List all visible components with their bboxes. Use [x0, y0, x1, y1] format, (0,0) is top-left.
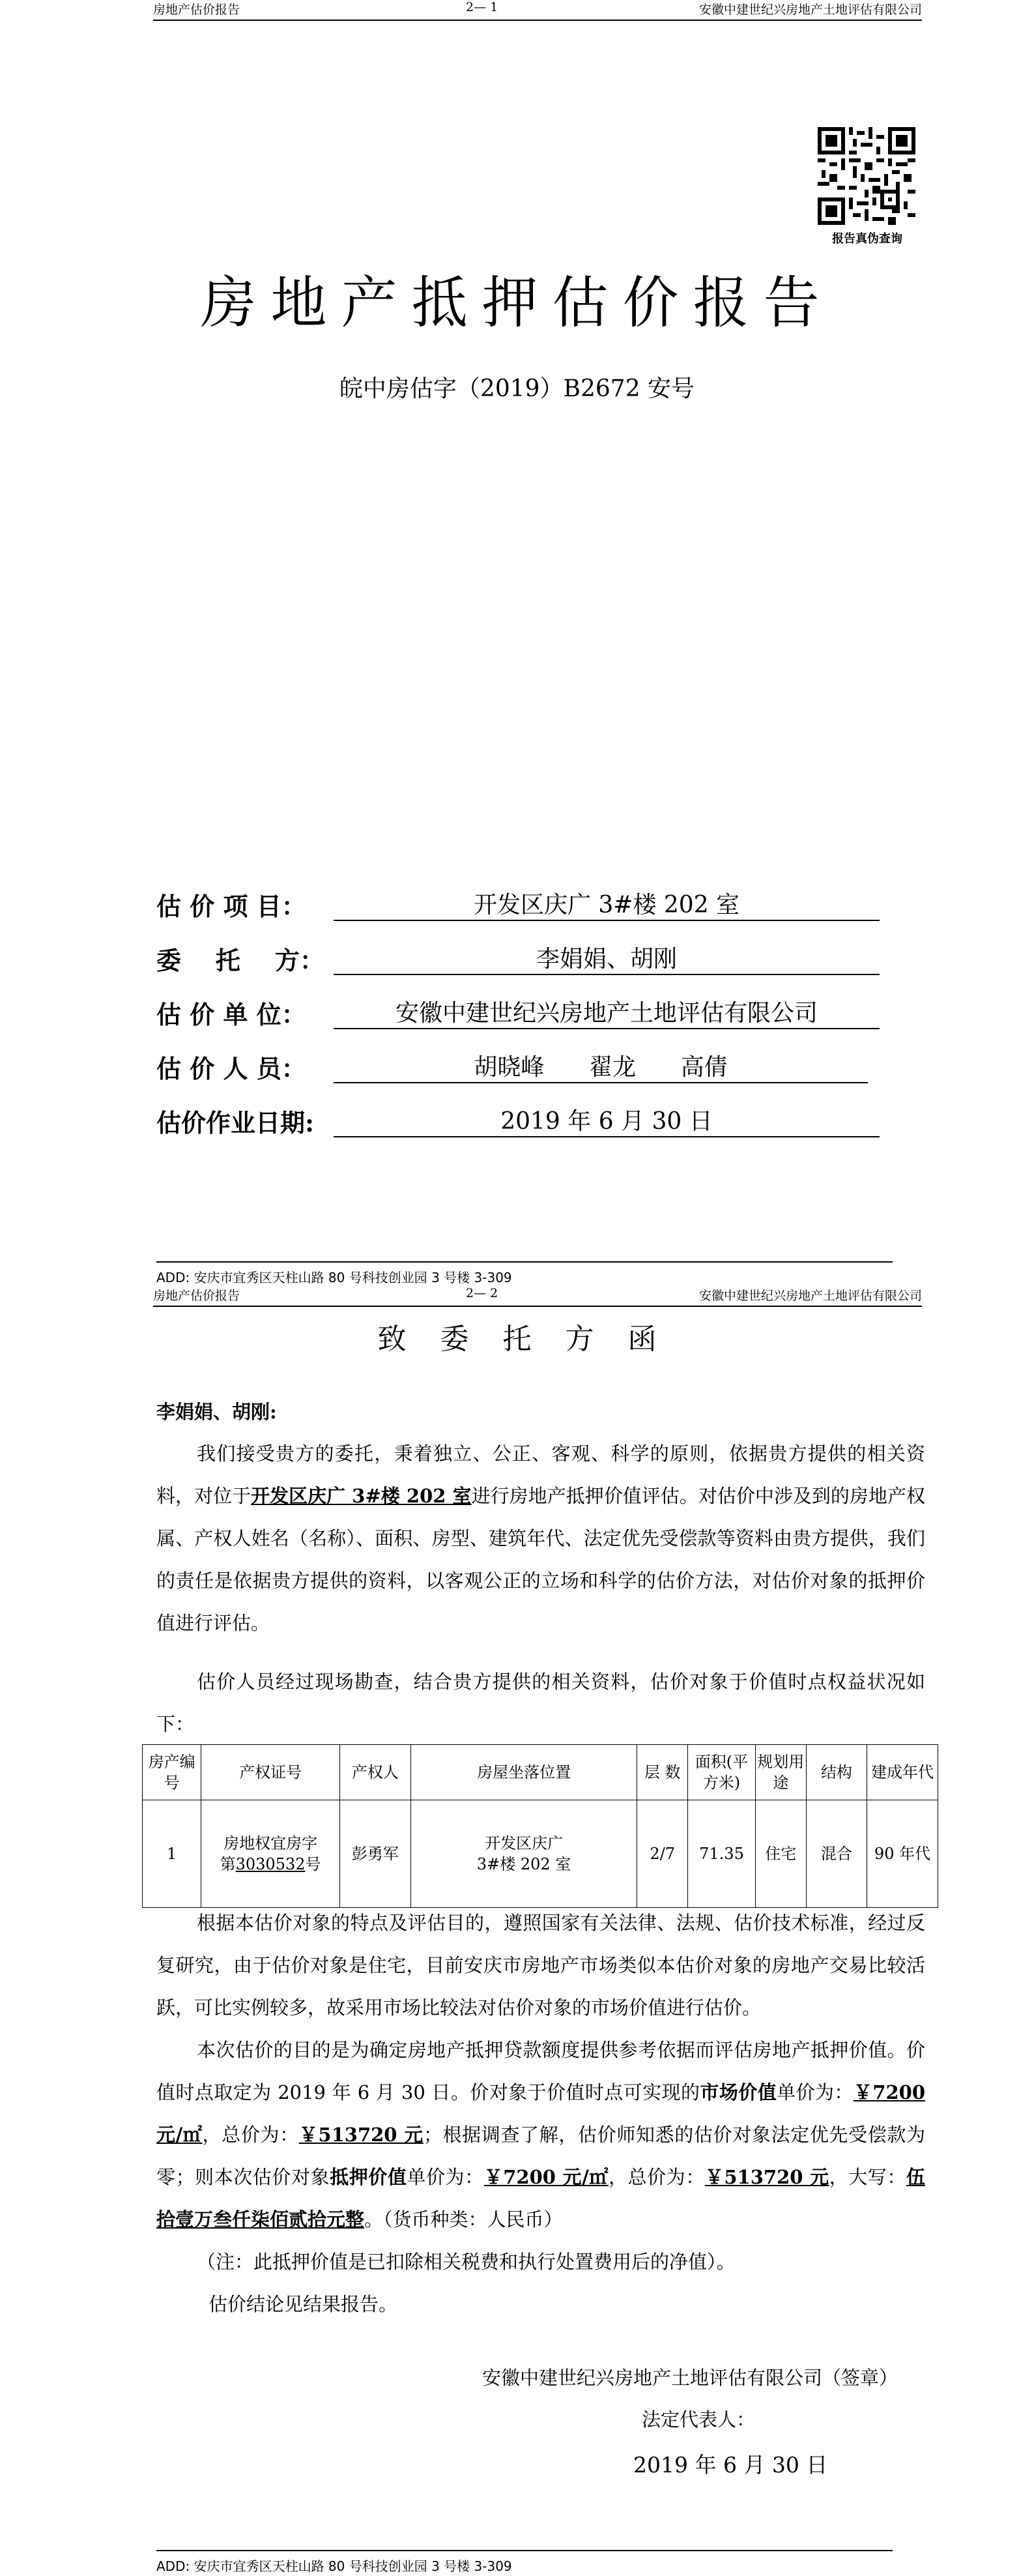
p4-c: 单价为：	[777, 2081, 854, 2103]
mortgage-value-label: 抵押价值	[330, 2166, 407, 2188]
p6-text: 估价结论见结果报告。	[208, 2293, 398, 2315]
footer-address: ADD: 安庆市宜秀区天柱山路 80 号科技创业园 3 号楼 3-309	[156, 2558, 512, 2574]
p4-i: 单价为：	[407, 2166, 484, 2188]
legal-representative-label: 法定代表人：	[642, 2408, 756, 2431]
table-header-row	[143, 1745, 938, 1800]
property-location: 开发区庆广 3#楼 202 室	[251, 1485, 472, 1507]
location-line-1: 开发区庆广	[485, 1834, 564, 1852]
info-value: 2019 年 6 月 30 日	[334, 1103, 880, 1137]
location-line-2: 3#楼 202 室	[476, 1855, 571, 1873]
header-page-number: 2— 1	[466, 0, 498, 14]
footer-rule	[156, 2550, 893, 2551]
table-row	[143, 1800, 938, 1908]
amount-in-words: 伍拾壹万叁仟柒佰贰拾元整	[156, 2166, 925, 2231]
cert-mid: 第	[220, 1855, 236, 1873]
info-value: 李娟娟、胡刚	[334, 941, 880, 975]
info-label: 委 托 方：	[156, 946, 324, 975]
col-floors: 层 数	[637, 1745, 688, 1800]
col-structure: 结构	[806, 1745, 867, 1800]
p3-text: 根据本估价对象的特点及评估目的，遵照国家有关法律、法规、估价技术标准，经过反复研究，由于估价对象是住宅，目前安庆市房地产市场类似本估价对象的房地产交易比较活跃，可比实例较多，故采用市场比较法对估价对象的市场价值进行估价。	[156, 1912, 925, 2019]
p2-text: 估价人员经过现场勘查，结合贵方提供的相关资料，估价对象于价值时点权益状况如下：	[156, 1671, 925, 1735]
signature-date: 2019 年 6 月 30 日	[633, 2452, 828, 2478]
col-area: 面积(平方米)	[688, 1745, 756, 1800]
header-right: 安徽中建世纪兴房地产土地评估有限公司	[698, 3, 922, 17]
header-right: 安徽中建世纪兴房地产土地评估有限公司	[698, 1289, 922, 1303]
p1-text-c: 进行房地产抵押价值评估。对估价中涉及到的房地产权属、产权人姓名（名称）、面积、房型、建筑年代、法定优先受偿款等资料由贵方提供，我们的责任是依据贵方提供的资料，以客观公正的立场和科学的估价方法，对估价对象的抵押价值进行评估。	[156, 1485, 925, 1634]
market-value-label: 市场价值	[700, 2081, 777, 2103]
info-value: 开发区庆广 3#楼 202 室	[334, 886, 880, 921]
report-title: 房地产抵押估价报告	[200, 271, 834, 336]
salutation-text: 李娟娟、胡刚:	[156, 1401, 277, 1423]
p4-k: ，总价为：	[608, 2166, 705, 2188]
header-rule	[153, 1306, 922, 1307]
col-use: 规划用途	[755, 1745, 806, 1800]
p4-g: ；根据调查了解，估价师知悉的估价对象法定优先受偿款为零；则本次估价对象	[156, 2124, 925, 2188]
info-label: 估 价 人 员：	[156, 1054, 306, 1083]
cell-id: 1	[143, 1800, 201, 1908]
company-signature: 安徽中建世纪兴房地产土地评估有限公司（签章）	[482, 2367, 898, 2389]
info-label: 估 价 项 目：	[156, 892, 306, 921]
qr-label: 报告真伪查询	[832, 232, 902, 246]
col-cert-no: 产权证号	[201, 1745, 340, 1800]
mortgage-unit-price: ￥7200 元/㎡	[483, 2166, 609, 2188]
cell-floors: 2/7	[637, 1800, 688, 1908]
cert-suffix: 号	[305, 1855, 321, 1873]
footer-address: ADD: 安庆市宜秀区天柱山路 80 号科技创业园 3 号楼 3-309	[156, 1270, 512, 1285]
cell-owner: 彭勇军	[339, 1800, 410, 1908]
qr-code-icon[interactable]	[818, 127, 915, 225]
salutation	[156, 1391, 925, 1433]
col-location: 房屋坐落位置	[410, 1745, 637, 1800]
paragraph-conclusion	[156, 2283, 925, 2326]
paragraph-survey	[156, 1661, 925, 1746]
p4-m: ，大写：	[829, 2166, 906, 2188]
p5-text: （注：此抵押价值是已扣除相关税费和执行处置费用后的净值）。	[197, 2251, 736, 2273]
paragraph-method	[156, 1902, 925, 2029]
footer-rule	[156, 1261, 893, 1263]
property-table	[142, 1744, 938, 1908]
info-label: 估价作业日期:	[156, 1108, 315, 1137]
cell-location	[410, 1800, 637, 1908]
p4-e: ，总价为：	[202, 2124, 299, 2146]
p4-o: 。（货币种类：人民币）	[364, 2208, 563, 2231]
report-number: 皖中房估字（2019）B2672 安号	[339, 375, 695, 402]
market-unit-price: ￥7200 元/㎡	[156, 2081, 925, 2146]
col-house-no: 房产编号	[143, 1745, 201, 1800]
cell-year: 90 年代	[867, 1800, 938, 1908]
header-rule	[153, 20, 922, 21]
header-page-number: 2— 2	[466, 1286, 498, 1300]
info-value: 安徽中建世纪兴房地产土地评估有限公司	[334, 995, 880, 1029]
cell-cert	[201, 1800, 340, 1908]
col-year: 建成年代	[867, 1745, 938, 1800]
page2-header	[153, 1286, 922, 1306]
cert-number: 3030532	[235, 1855, 306, 1873]
cell-area: 71.35	[688, 1800, 756, 1908]
header-left: 房地产估价报告	[153, 1289, 240, 1303]
p4-a: 本次估价的目的是为确定房地产抵押贷款额度提供参考依据而评估房地产抵押价值。价值时点取定为 2019 年 6 月 30 日。价对象于价值时点可实现的	[156, 2039, 925, 2103]
cell-structure: 混合	[806, 1800, 867, 1908]
paragraph-commission	[156, 1433, 925, 1645]
market-total-price: ￥513720 元	[298, 2124, 424, 2146]
col-owner: 产权人	[339, 1745, 410, 1800]
page1-header	[153, 0, 922, 20]
p1-text-a: 我们接受贵方的委托，秉着独立、公正、客观、科学的原则，依据贵方提供的相关资料，对位于	[156, 1442, 925, 1507]
letter-title: 致委托方函	[377, 1323, 691, 1356]
paragraph-note	[156, 2241, 925, 2283]
paragraph-valuation	[156, 2029, 925, 2241]
header-left: 房地产估价报告	[153, 3, 240, 17]
info-value: 胡晓峰 翟龙 高倩	[334, 1049, 868, 1083]
cell-use: 住宅	[755, 1800, 806, 1908]
cert-prefix: 房地权宜房字	[223, 1834, 318, 1852]
info-label: 估 价 单 位：	[156, 1000, 306, 1029]
mortgage-total-price: ￥513720 元	[704, 2166, 829, 2188]
